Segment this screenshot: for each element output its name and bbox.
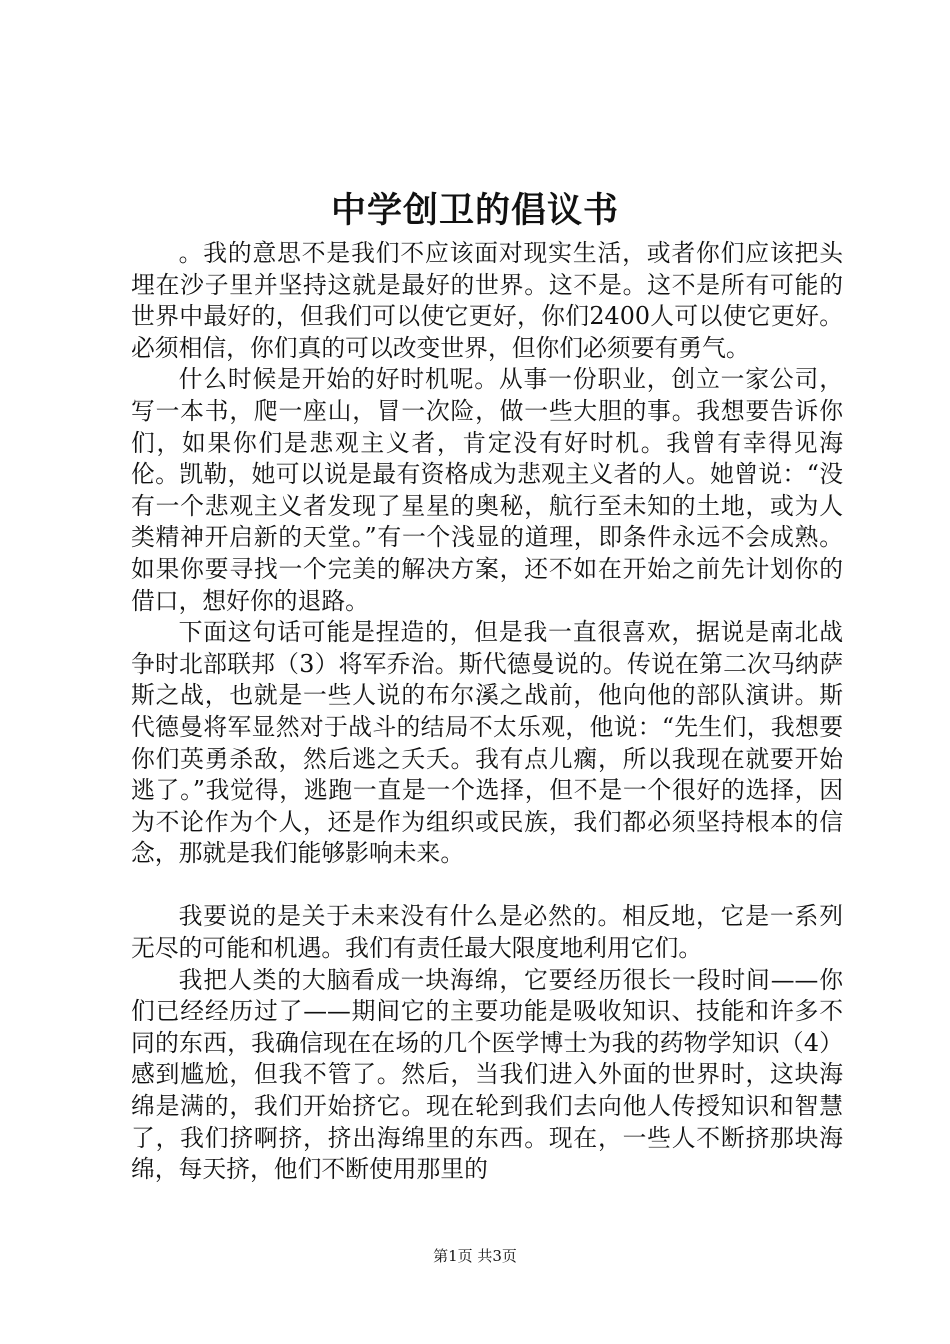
paragraph: 下面这句话可能是捏造的，但是我一直很喜欢，据说是南北战争时北部联邦（3）将军乔治。斯代德曼说的。传说在第二次马纳萨斯之战，也就是一些人说的布尔溪之战前，他向他的部队演讲。斯代德曼将军显然对于战斗的结局不太乐观，他说：“先生们，我想要你们英勇杀敌，然后逃之夭夭。我有点儿瘸，所以我现在就要开始逃了。”我觉得，逃跑一直是一个选择，但不是一个很好的选择，因为不论作为个人，还是作为组织或民族，我们都必须坚持根本的信念，那就是我们能够影响未来。 xyxy=(131,618,843,868)
document-body xyxy=(131,238,843,1186)
paragraph: 我要说的是关于未来没有什么是必然的。相反地，它是一系列无尽的可能和机遇。我们有责任最大限度地利用它们。 xyxy=(131,902,843,963)
paragraph: 。我的意思不是我们不应该面对现实生活，或者你们应该把头埋在沙子里并坚持这就是最好的世界。这不是。这不是所有可能的世界中最好的，但我们可以使它更好，你们2400人可以使它更好。必须相信，你们真的可以改变世界，但你们必须要有勇气。 xyxy=(131,239,843,362)
paragraph: 什么时候是开始的好时机呢。从事一份职业，创立一家公司，写一本书，爬一座山，冒一次险，做一些大胆的事。我想要告诉你们，如果你们是悲观主义者，肯定没有好时机。我曾有幸得见海伦。凯勒，她可以说是最有资格成为悲观主义者的人。她曾说：“没有一个悲观主义者发现了星星的奥秘，航行至未知的土地，或为人类精神开启新的天堂。”有一个浅显的道理，即条件永远不会成熟。如果你要寻找一个完美的解决方案，还不如在开始之前先计划你的借口，想好你的退路。 xyxy=(131,365,843,615)
paragraph: 我把人类的大脑看成一块海绵，它要经历很长一段时间——你们已经经历过了——期间它的主要功能是吸收知识、技能和许多不同的东西，我确信现在在场的几个医学博士为我的药物学知识（4）感到尴尬，但我不管了。然后，当我们进入外面的世界时，这块海绵是满的，我们开始挤它。现在轮到我们去向他人传授知识和智慧了，我们挤啊挤，挤出海绵里的东西。现在，一些人不断挤那块海绵，每天挤，他们不断使用那里的 xyxy=(131,965,843,1184)
page-number-footer: 第1页 共3页 xyxy=(433,1247,517,1265)
document-title: 中学创卫的倡议书 xyxy=(330,190,619,231)
